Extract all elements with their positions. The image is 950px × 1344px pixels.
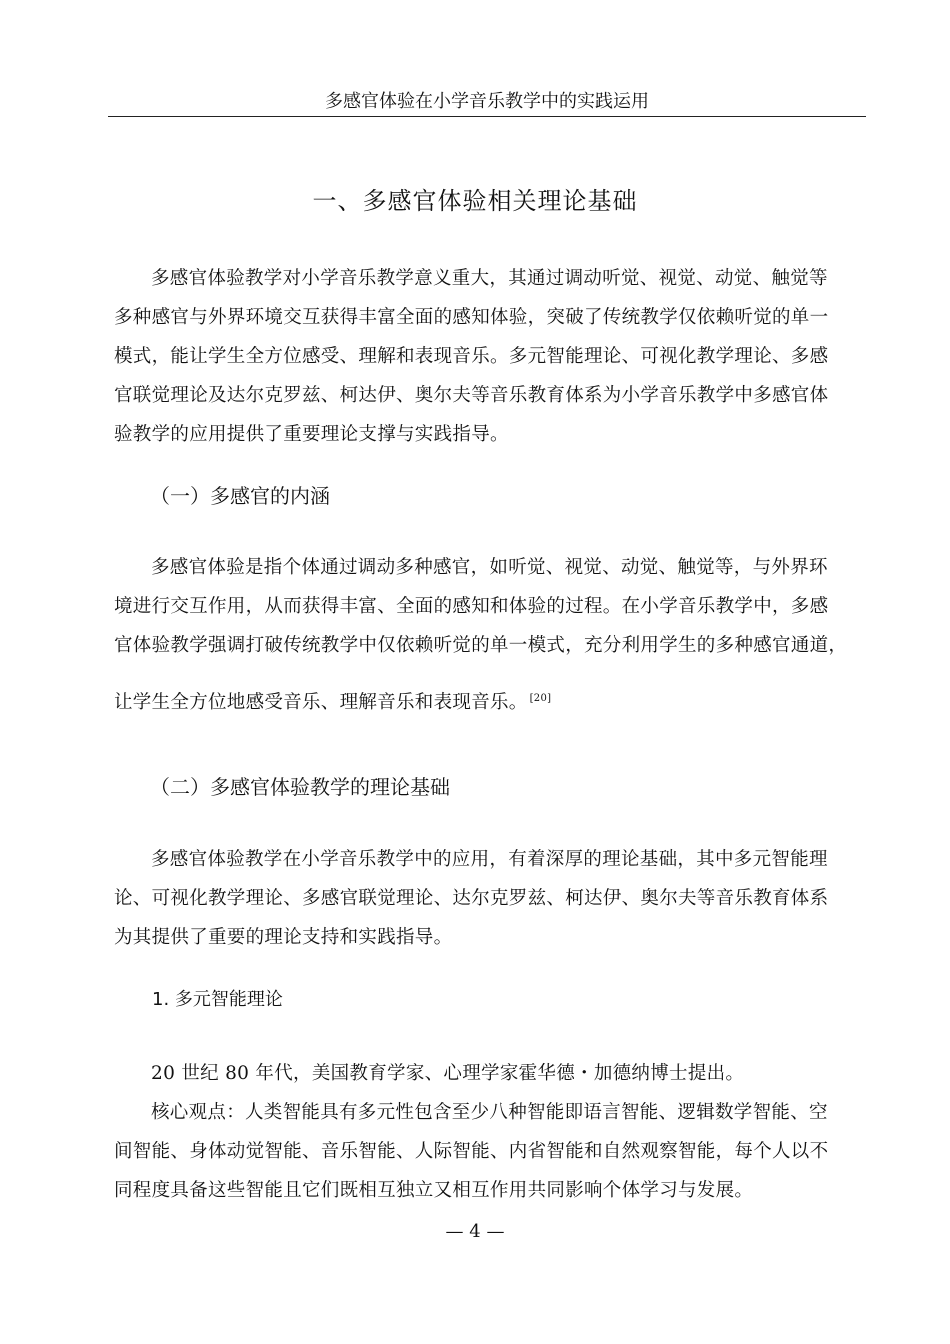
paragraph-line: 官联觉理论及达尔克罗兹、柯达伊、奥尔夫等音乐教育体系为小学音乐教学中多感官体 [114,385,829,406]
subsection-2-paragraph [114,840,866,957]
subsection-1-paragraph [114,548,866,665]
paragraph-line: 多感官体验教学对小学音乐教学意义重大，其通过调动听觉、视觉、动觉、触觉等 [151,268,828,289]
page-header [108,92,866,117]
paragraph-line: 多种感官与外界环境交互获得丰富全面的感知体验，突破了传统教学仅依赖听觉的单一 [114,307,829,328]
item-heading-1: 1. 多元智能理论 [152,989,283,1010]
paragraph-line: 让学生全方位地感受音乐、理解音乐和表现音乐。 [114,692,528,713]
paragraph-line: 为其提供了重要的理论支持和实践指导。 [114,927,453,948]
intro-paragraph [114,259,866,454]
paragraph-line: 论、可视化教学理论、多感官联觉理论、达尔克罗兹、柯达伊、奥尔夫等音乐教育体系 [114,888,829,909]
paragraph-line: 核心观点：人类智能具有多元性包含至少八种智能即语言智能、逻辑数学智能、空 [151,1102,828,1123]
subsection-heading-2: （二）多感官体验教学的理论基础 [150,775,450,799]
section-title: 一、多感官体验相关理论基础 [312,187,638,215]
item-1-core-paragraph [114,1093,866,1210]
paragraph-line: 20 世纪 80 年代，美国教育学家、心理学家霍华德・加德纳博士提出。 [151,1063,745,1084]
page-number: — 4 — [445,1221,505,1242]
citation-marker: [20] [529,692,552,704]
paragraph-line: 多感官体验教学在小学音乐教学中的应用，有着深厚的理论基础，其中多元智能理 [151,849,828,870]
subsection-heading-1: （一）多感官的内涵 [150,484,330,508]
paragraph-line: 间智能、身体动觉智能、音乐智能、人际智能、内省智能和自然观察智能，每个人以不 [114,1141,829,1162]
page-header-title: 多感官体验在小学音乐教学中的实践运用 [325,91,649,112]
subsection-1-last-line [114,683,866,722]
paragraph-line: 多感官体验是指个体通过调动多种感官，如听觉、视觉、动觉、触觉等，与外界环 [151,557,828,578]
paragraph-line: 同程度具备这些智能且它们既相互独立又相互作用共同影响个体学习与发展。 [114,1180,754,1201]
item-1-origin [114,1054,866,1093]
paragraph-line: 验教学的应用提供了重要理论支撑与实践指导。 [114,424,509,445]
paragraph-line: 官体验教学强调打破传统教学中仅依赖听觉的单一模式，充分利用学生的多种感官通道， [114,635,848,656]
paragraph-line: 模式，能让学生全方位感受、理解和表现音乐。多元智能理论、可视化教学理论、多感 [114,346,829,367]
paragraph-line: 境进行交互作用，从而获得丰富、全面的感知和体验的过程。在小学音乐教学中，多感 [114,596,829,617]
